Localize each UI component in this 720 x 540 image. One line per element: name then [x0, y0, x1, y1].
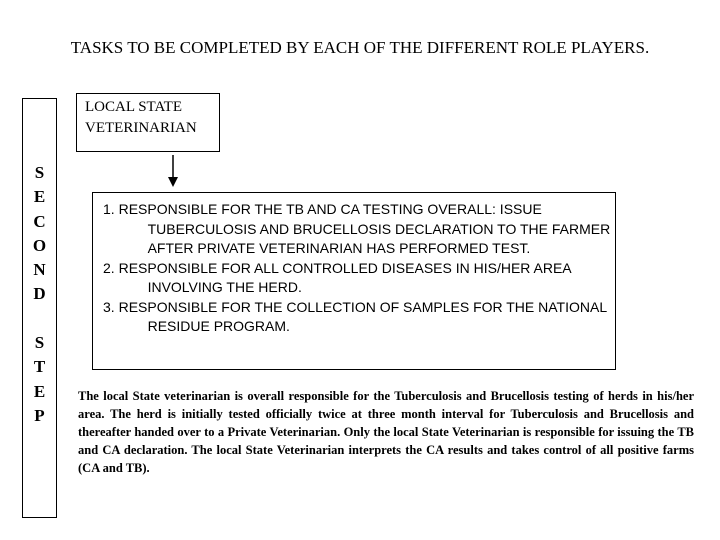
task-number: 2. — [103, 259, 119, 276]
task-number: 3. — [103, 298, 119, 315]
role-line-1: LOCAL STATE — [85, 99, 182, 115]
side-label-box — [22, 98, 57, 518]
task-text: RESPONSIBLE FOR THE COLLECTION OF SAMPLES FOR THE NATIONAL RESIDUE PROGRAM. — [118, 298, 607, 334]
tasks-box — [92, 192, 616, 370]
side-label-gap — [23, 307, 56, 331]
side-letter: O — [32, 235, 47, 255]
task-text: RESPONSIBLE FOR ALL CONTROLLED DISEASES IN HIS/HER AREA INVOLVING THE HERD. — [118, 259, 571, 295]
description-paragraph: The local State veterinarian is overall responsible for the Tuberculosis and Brucellosis testing of herds in his/her area. The herd is initially tested officially twice at three month interval for Tuberculosis and Brucellosis and thereafter handed over to a Private Veterinarian. Only the local State Veterinarian is responsible for issuing the TB and CA declaration. The local State Veterinarian interprets the CA results and takes control of all positive farms (CA and TB). — [78, 389, 694, 475]
task-text: RESPONSIBLE FOR THE TB AND CA TESTING OVERALL: ISSUE TUBERCULOSIS AND BRUCELLOSIS DECLARATION TO THE FARMER AFTER PRIVATE VETERINARIAN HAS PERFORMED TEST. — [118, 201, 611, 256]
side-letter: D — [33, 284, 46, 304]
role-box — [76, 93, 220, 152]
side-label — [23, 161, 56, 428]
side-letter: E — [33, 381, 46, 401]
task-item — [103, 200, 611, 259]
page-title: TASKS TO BE COMPLETED BY EACH OF THE DIFFERENT ROLE PLAYERS. — [70, 38, 650, 57]
role-line-2: VETERINARIAN — [85, 120, 197, 136]
side-letter: N — [33, 260, 46, 280]
task-number: 1. — [103, 201, 119, 217]
side-letter: E — [33, 187, 46, 207]
side-letter: S — [34, 333, 45, 353]
side-letter: P — [34, 405, 45, 425]
task-item — [103, 259, 611, 298]
side-letter: C — [33, 211, 46, 231]
side-letter: S — [34, 163, 45, 182]
side-letter: T — [33, 357, 46, 377]
down-arrow-icon — [166, 155, 180, 187]
task-item — [103, 298, 611, 337]
